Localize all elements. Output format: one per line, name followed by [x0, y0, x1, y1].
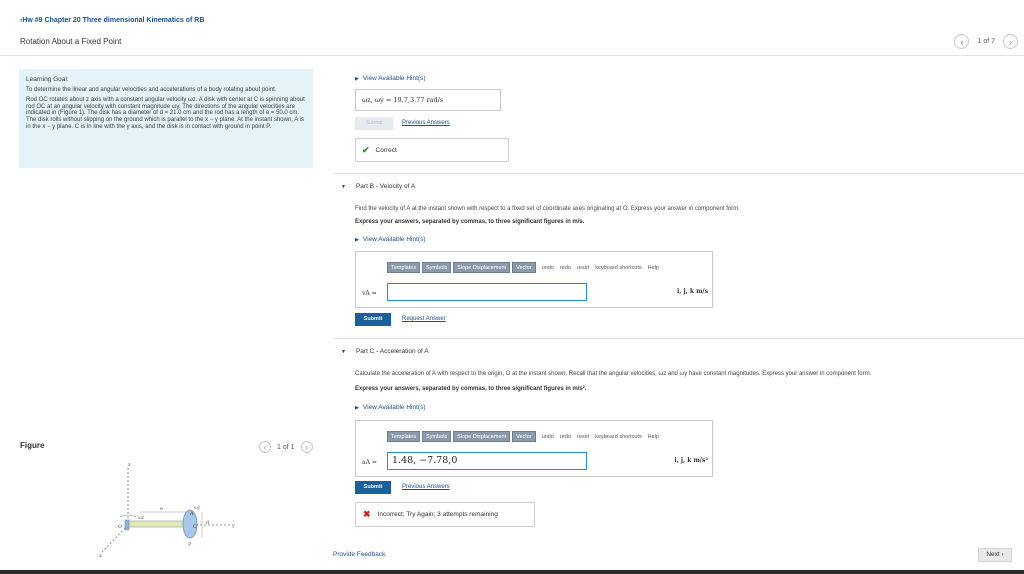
part-c-status: Incorrect; Try Again; 3 attempts remaining [377, 511, 498, 518]
rotating-disk-figure [90, 460, 250, 560]
part-b-variable-label: vA = [362, 290, 377, 297]
problem-pager-text: 1 of 7 [977, 38, 995, 45]
part-b-submit-button[interactable]: Submit [355, 313, 391, 326]
prev-figure-button[interactable]: ‹ [259, 441, 271, 453]
point-p-label: P [188, 542, 192, 548]
part-b-instruction: Find the velocity of A at the instant shown with respect to a fixed set of coordinate axes originating at O. Express your answer in component form. [355, 206, 740, 212]
redo-button[interactable]: redo [559, 433, 571, 440]
breadcrumb[interactable]: ‹Hw #9 Chapter 20 Three dimensional Kinematics of RB [20, 17, 205, 24]
collapse-arrow-icon: ▼ [341, 349, 346, 355]
d-label: d [206, 520, 210, 526]
problem-statement: Rod OC rotates about z axis with a constant angular velocity ωz. A disk with center at C is spinning about rod OC at an angular velocity with constant magnitude ωy. The directions of the angular velocities are indicated in (Figure 1). The disk has a diameter of d = 21.0 cm and the rod has a length of e = 50.0 cm. The disk rolls without slipping on the ground which is parallel to the x − y plane. At the instant shown, A is in the x − y plane. C is in line with the y axis, and the disk is in contact with ground in point P. [26, 97, 305, 130]
expand-arrow-icon: ▶ [355, 237, 359, 243]
y-axis-label: y [232, 523, 235, 529]
reset-button[interactable]: reset [576, 433, 590, 440]
pivot-block [125, 520, 129, 530]
origin-label: O [118, 524, 123, 530]
part-c-units: i, j, k m/s² [674, 457, 708, 464]
x-axis [102, 525, 128, 552]
figure-pager [259, 441, 313, 453]
part-c-instruction: Calculate the acceleration of A with respect to the origin, O at the instant shown. Recall that the angular velocities, ωz and ωy have constant magnitudes. Express your answer in component form. [355, 371, 872, 377]
undo-button[interactable]: undo [541, 264, 554, 271]
e-label: e [160, 506, 163, 512]
part-c-variable-label: aA = [362, 459, 377, 466]
rod [128, 521, 190, 527]
part-a-submit-button: Submit [355, 117, 393, 130]
part-b-hint-link[interactable]: ▶ View Available Hint(s) [355, 236, 426, 243]
checkmark-icon: ✔ [362, 144, 370, 155]
figure-label: Figure [20, 441, 45, 450]
part-c-answer-input[interactable]: 1.48, −7.78,0 [387, 452, 587, 470]
part-b-answer-editor [355, 251, 713, 308]
omega-y-label: ωy [194, 506, 201, 511]
page-title: Rotation About a Fixed Point [20, 37, 122, 46]
part-b-format: Express your answers, separated by commas, to three significant figures in m/s. [355, 219, 585, 225]
undo-button[interactable]: undo [541, 433, 554, 440]
help-button[interactable]: Help [647, 433, 659, 440]
omega-z-label: ωz [138, 516, 145, 521]
reset-button[interactable]: reset [576, 264, 590, 271]
divider [333, 338, 1024, 339]
part-a-previous-answers-link[interactable]: Previous Answers [402, 120, 450, 126]
templates-button[interactable]: Templates [387, 431, 420, 442]
part-c-header[interactable]: ▼ Part C - Acceleration of A [341, 348, 429, 355]
part-a-answer: ωz, ωy = 19.7,3.77 rad/s [355, 89, 501, 111]
keyboard-shortcuts-button[interactable]: keyboard shortcuts [595, 264, 642, 271]
next-figure-button[interactable]: › [301, 441, 313, 453]
collapse-arrow-icon: ▼ [341, 184, 346, 190]
templates-button[interactable]: Templates [387, 262, 420, 273]
figure-pager-text: 1 of 1 [277, 443, 295, 451]
x-axis-label: x [99, 553, 102, 559]
vector-button[interactable]: Vector [512, 262, 536, 273]
next-button[interactable]: Next › [978, 548, 1012, 562]
part-c-feedback [355, 502, 535, 527]
divider [333, 173, 1024, 174]
next-problem-button[interactable]: › [1003, 34, 1018, 49]
part-a-status: Correct [375, 146, 397, 154]
displacement-button[interactable]: Slope Displacement [453, 431, 510, 442]
part-c-format: Express your answers, separated by commas, to three significant figures in m/s². [355, 386, 587, 392]
learning-goal-panel [19, 69, 313, 168]
part-b-request-answer-link[interactable]: Request Answer [402, 316, 446, 322]
problem-pager [954, 34, 1018, 49]
part-b-header[interactable]: ▼ Part B - Velocity of A [341, 183, 416, 190]
part-c-hint-link[interactable]: ▶ View Available Hint(s) [355, 404, 426, 411]
bottom-bar [0, 570, 1024, 574]
part-b-answer-input[interactable] [387, 283, 587, 301]
keyboard-shortcuts-button[interactable]: keyboard shortcuts [595, 433, 642, 440]
x-mark-icon: ✖ [363, 509, 371, 519]
help-button[interactable]: Help [647, 264, 659, 271]
learning-goal-text: To determine the linear and angular velocities and accelerations of a body rotating about point. [26, 86, 277, 93]
part-b-units: i, j, k m/s [677, 288, 708, 295]
symbols-button[interactable]: Symbols [422, 431, 451, 442]
displacement-button[interactable]: Slope Displacement [453, 262, 510, 273]
part-c-previous-answers-link[interactable]: Previous Answers [402, 484, 450, 490]
editor-toolbar [387, 262, 659, 273]
prev-problem-button[interactable]: ‹ [954, 34, 969, 49]
vector-button[interactable]: Vector [512, 431, 536, 442]
point-c-label: C [193, 524, 197, 530]
redo-button[interactable]: redo [559, 264, 571, 271]
header-bar [0, 0, 1024, 56]
expand-arrow-icon: ▶ [355, 76, 359, 82]
point-a-label: A [190, 511, 194, 517]
part-c-answer-editor [355, 420, 713, 477]
learning-goal-title: Learning Goal: [26, 76, 69, 83]
part-a-feedback [355, 138, 509, 162]
provide-feedback-link[interactable]: Provide Feedback [333, 551, 386, 558]
z-axis-label: z [128, 462, 131, 468]
expand-arrow-icon: ▶ [355, 405, 359, 411]
part-c-submit-button[interactable]: Submit [355, 481, 391, 494]
editor-toolbar [387, 431, 659, 442]
part-a-hint-link[interactable]: ▶ View Available Hint(s) [355, 75, 426, 82]
symbols-button[interactable]: Symbols [422, 262, 451, 273]
